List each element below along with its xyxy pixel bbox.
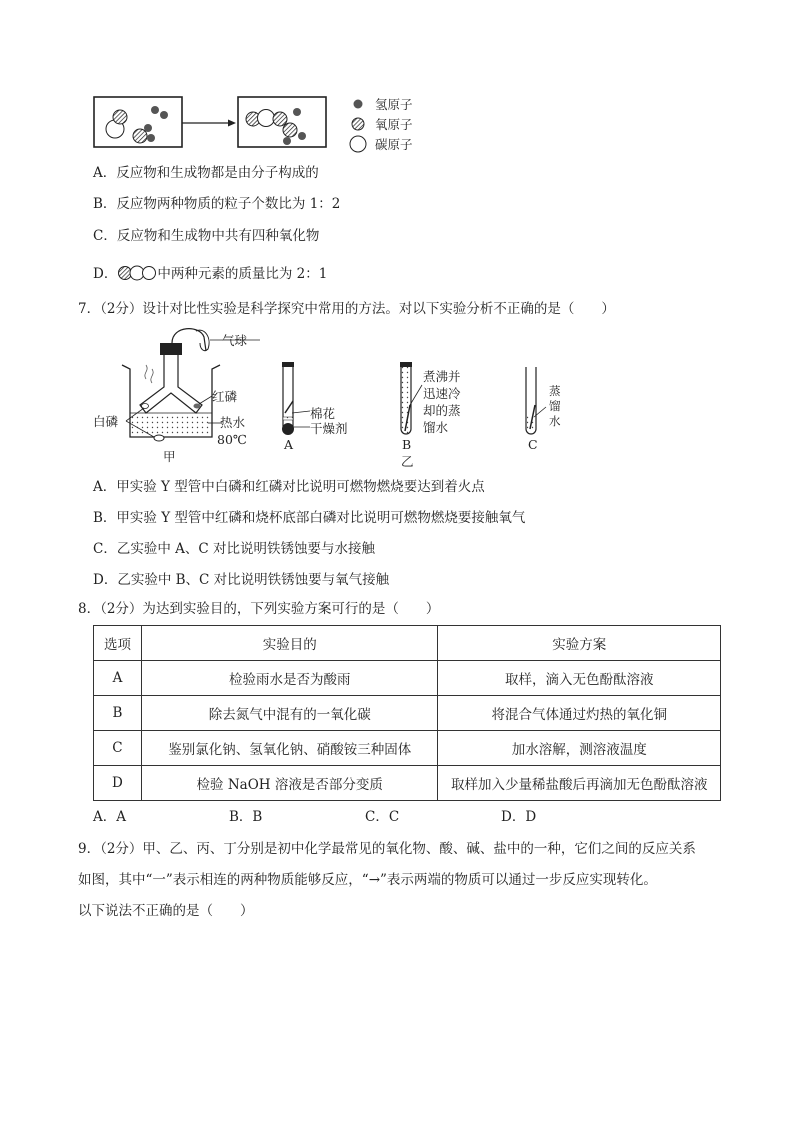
oxygen-atom	[133, 129, 147, 143]
iron-nail-a	[285, 401, 293, 413]
label-tube-c: C	[528, 437, 538, 452]
table-cell: C	[94, 731, 142, 766]
table-cell: D	[94, 766, 142, 801]
q8-stem: 8．（2分）为达到实验目的，下列实验方案可行的是（ ）	[78, 601, 440, 617]
table-cell: A	[94, 661, 142, 696]
q6-option-a: A．反应物和生成物都是由分子构成的	[93, 165, 319, 181]
oxygen-atom	[283, 123, 297, 137]
label-boiled-water-4: 馏水	[423, 420, 449, 435]
boiled-water-pointer	[410, 385, 422, 405]
label-red-phosphorus: 红磷	[212, 389, 238, 404]
q6-option-d-prefix: D．	[93, 266, 118, 282]
table-header: 实验方案	[438, 626, 721, 661]
q9-stem-line-1: 9．（2分）甲、乙、丙、丁分别是初中化学最常见的氧化物、酸、碱、盐中的一种，它们之间的反应关系	[78, 841, 696, 857]
tube-a	[283, 367, 293, 432]
label-hot-water: 热水	[220, 415, 246, 430]
q9-stem-line-3: 以下说法不正确的是（ ）	[78, 903, 254, 919]
q6-option-d-text: 中两种元素的质量比为 2：1	[157, 266, 328, 282]
table-row	[94, 696, 721, 731]
legend-oxygen-label: 氧原子	[375, 117, 413, 132]
q6-option-c: C．反应物和生成物中共有四种氧化物	[93, 228, 320, 244]
carbon-atom	[258, 110, 275, 127]
desiccant	[282, 423, 294, 435]
q8-choice-d: D．D	[501, 809, 537, 825]
table-header-row	[94, 626, 721, 661]
oxygen-atom	[113, 110, 127, 124]
red-phosphorus-y	[194, 404, 201, 409]
q7-option-a: A．甲实验 Y 型管中白磷和红磷对比说明可燃物燃烧要达到着火点	[93, 479, 485, 495]
table-header: 选项	[94, 626, 142, 661]
q7-option-c: C．乙实验中 A、C 对比说明铁锈蚀要与水接触	[93, 541, 375, 557]
white-phosphorus-bottom	[154, 435, 164, 441]
table-cell: 鉴别氯化钠、氢氧化钠、硝酸铵三种固体	[141, 731, 438, 766]
legend-carbon-swatch	[350, 136, 366, 152]
y-tube	[140, 353, 202, 413]
table-row	[94, 731, 721, 766]
legend-carbon-label: 碳原子	[375, 137, 413, 152]
q8-choice-b: B．B	[229, 809, 263, 825]
label-distilled-3: 水	[549, 414, 561, 428]
legend-oxygen-swatch	[352, 118, 364, 130]
label-desiccant: 干燥剂	[310, 421, 348, 436]
table-header: 实验目的	[141, 626, 438, 661]
label-distilled-2: 馏	[549, 399, 561, 413]
table-row	[94, 766, 721, 801]
label-boiled-water-1: 煮沸并	[423, 369, 461, 384]
table-row	[94, 661, 721, 696]
q7-stem: 7．（2分）设计对比性实验是科学探究中常用的方法。对以下实验分析不正确的是（ ）	[78, 301, 615, 317]
q6-option-d	[93, 265, 327, 283]
cotton	[283, 417, 293, 420]
q8-choices	[93, 808, 637, 826]
q8-choice-c: C．C	[365, 809, 400, 825]
table-cell: B	[94, 696, 142, 731]
balloon	[196, 330, 209, 351]
co2-molecule-icon	[117, 265, 157, 281]
q9-stem-line-2: 如图，其中“一”表示相连的两种物质能够反应，“→”表示两端的物质可以通过一步反应实现转化。	[78, 872, 657, 888]
smoke	[145, 365, 147, 379]
label-balloon: 气球	[222, 333, 248, 348]
table-cell: 检验 NaOH 溶液是否部分变质	[141, 766, 438, 801]
smoke	[151, 369, 153, 383]
arrow-head-icon	[228, 120, 236, 127]
label-white-phosphorus: 白磷	[93, 414, 119, 429]
label-jia: 甲	[163, 449, 176, 464]
label-distilled-1: 蒸	[549, 384, 561, 398]
hydrogen-atom	[298, 132, 306, 140]
label-boiled-water-3: 却的蒸	[423, 403, 461, 418]
tube-b-stopper	[400, 362, 412, 367]
q6-option-b: B．反应物两种物质的粒子个数比为 1：2	[93, 196, 341, 212]
rubber-stopper	[160, 343, 182, 355]
q7-option-b: B．甲实验 Y 型管中红磷和烧杯底部白磷对比说明可燃物燃烧要接触氧气	[93, 510, 526, 526]
legend-hydrogen-swatch	[354, 100, 363, 109]
experiment-table	[93, 625, 721, 801]
hydrogen-atom	[147, 134, 155, 142]
hydrogen-atom	[283, 137, 291, 145]
red-p-pointer	[199, 396, 212, 404]
label-boiled-water-2: 迅速冷	[423, 386, 461, 401]
hot-water	[131, 413, 211, 436]
label-temperature: 80℃	[217, 432, 247, 447]
label-tube-b: B	[402, 437, 412, 452]
label-cotton: 棉花	[310, 406, 336, 421]
q8-choice-a: A．A	[93, 809, 126, 825]
white-phosphorus-y	[142, 404, 149, 409]
q7-option-d: D．乙实验中 B、C 对比说明铁锈蚀要与氧气接触	[93, 572, 390, 588]
table-cell: 除去氮气中混有的一氧化碳	[141, 696, 438, 731]
q7-experiment-figure	[100, 325, 600, 467]
cotton-pointer	[292, 411, 310, 413]
table-cell: 加水溶解，测溶液温度	[438, 731, 721, 766]
table-cell: 取样，滴入无色酚酞溶液	[438, 661, 721, 696]
table-cell: 将混合气体通过灼热的氧化铜	[438, 696, 721, 731]
legend-hydrogen-label: 氢原子	[375, 97, 413, 112]
tube-a-stopper	[282, 362, 294, 367]
table-cell: 检验雨水是否为酸雨	[141, 661, 438, 696]
hydrogen-atom	[293, 108, 301, 116]
hydrogen-atom	[160, 111, 168, 119]
table-cell: 取样加入少量稀盐酸后再滴加无色酚酞溶液	[438, 766, 721, 801]
oxygen-atom	[273, 112, 287, 126]
label-yi: 乙	[401, 454, 414, 469]
hydrogen-atom	[151, 106, 159, 114]
label-tube-a: A	[284, 437, 294, 452]
